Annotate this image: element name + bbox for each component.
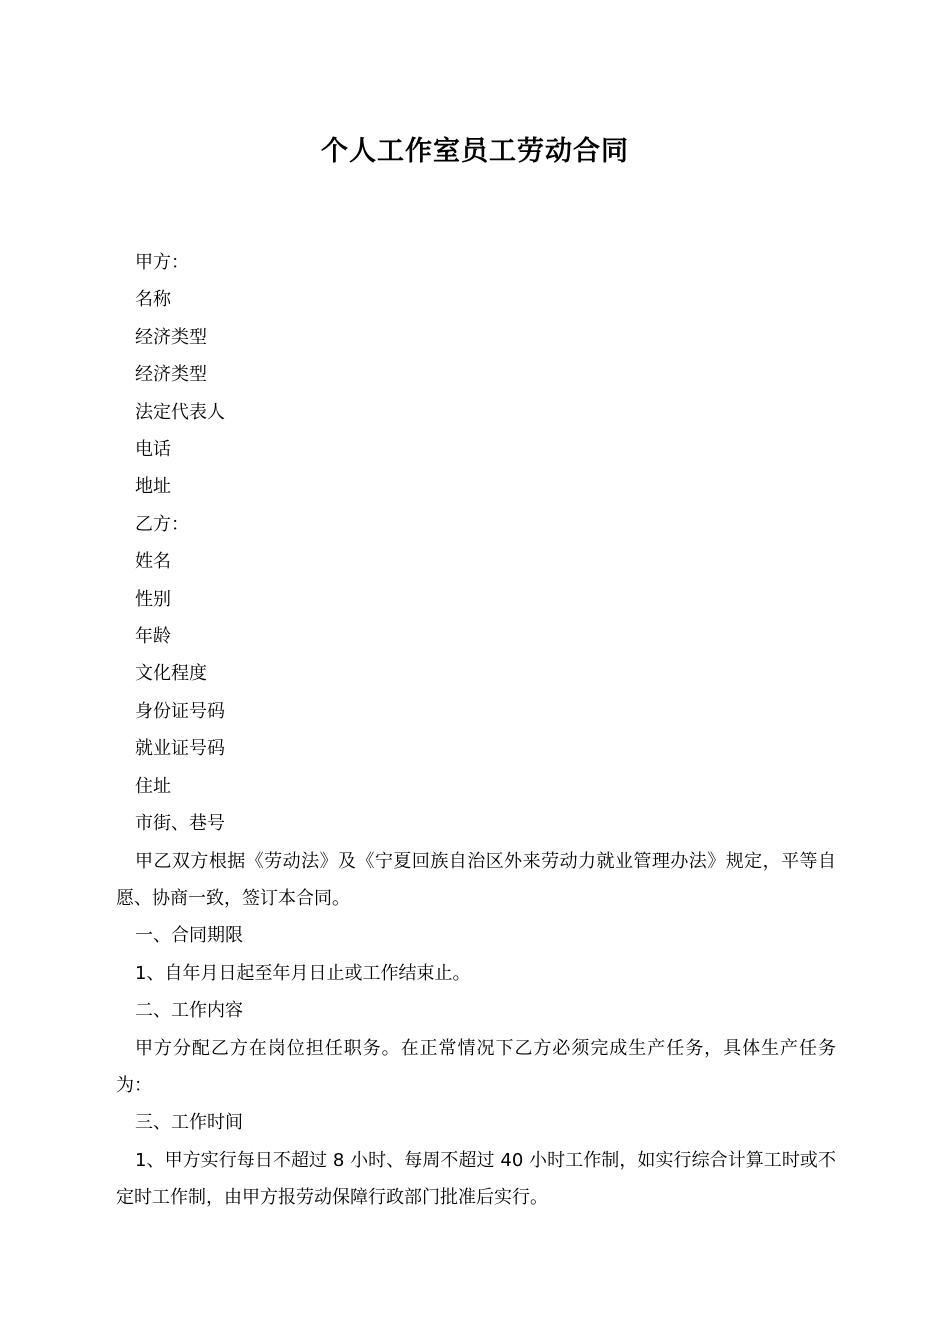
field-party-b: 乙方： bbox=[135, 513, 189, 535]
section-2-paragraph: 甲方分配乙方在岗位担任职务。在正常情况下乙方必须完成生产任务，具体生产任务为： bbox=[116, 1037, 836, 1096]
document-body bbox=[116, 244, 836, 1217]
field-economic-type-2: 经济类型 bbox=[135, 364, 207, 386]
field-address: 地址 bbox=[135, 476, 171, 498]
section-3-heading: 三、工作时间 bbox=[135, 1112, 243, 1134]
field-phone: 电话 bbox=[135, 439, 171, 461]
field-legal-representative: 法定代表人 bbox=[135, 401, 225, 423]
section-2-heading: 二、工作内容 bbox=[135, 1000, 243, 1022]
field-residence: 住址 bbox=[135, 775, 171, 797]
field-education: 文化程度 bbox=[135, 663, 207, 685]
field-economic-type: 经济类型 bbox=[135, 326, 207, 348]
field-id-number: 身份证号码 bbox=[135, 700, 225, 722]
section-3-item-1: 1、甲方实行每日不超过 8 小时、每周不超过 40 小时工作制，如实行综合计算工时或不定时工作制，由甲方报劳动保障行政部门批准后实行。 bbox=[116, 1149, 836, 1209]
field-street: 市街、巷号 bbox=[135, 813, 225, 835]
field-party-a: 甲方： bbox=[135, 252, 189, 273]
document-title: 个人工作室员工劳动合同 bbox=[321, 136, 629, 167]
field-name: 名称 bbox=[135, 289, 171, 311]
field-gender: 性别 bbox=[135, 588, 171, 610]
section-1-heading: 一、合同期限 bbox=[135, 925, 243, 947]
intro-paragraph: 甲乙双方根据《劳动法》及《宁夏回族自治区外来劳动力就业管理办法》规定，平等自愿、协商一致，签订本合同。 bbox=[116, 850, 836, 909]
field-employment-cert: 就业证号码 bbox=[135, 738, 225, 760]
field-full-name: 姓名 bbox=[135, 551, 171, 573]
field-age: 年龄 bbox=[135, 626, 171, 648]
section-1-item-1: 1、自年月日起至年月日止或工作结束止。 bbox=[135, 962, 471, 984]
